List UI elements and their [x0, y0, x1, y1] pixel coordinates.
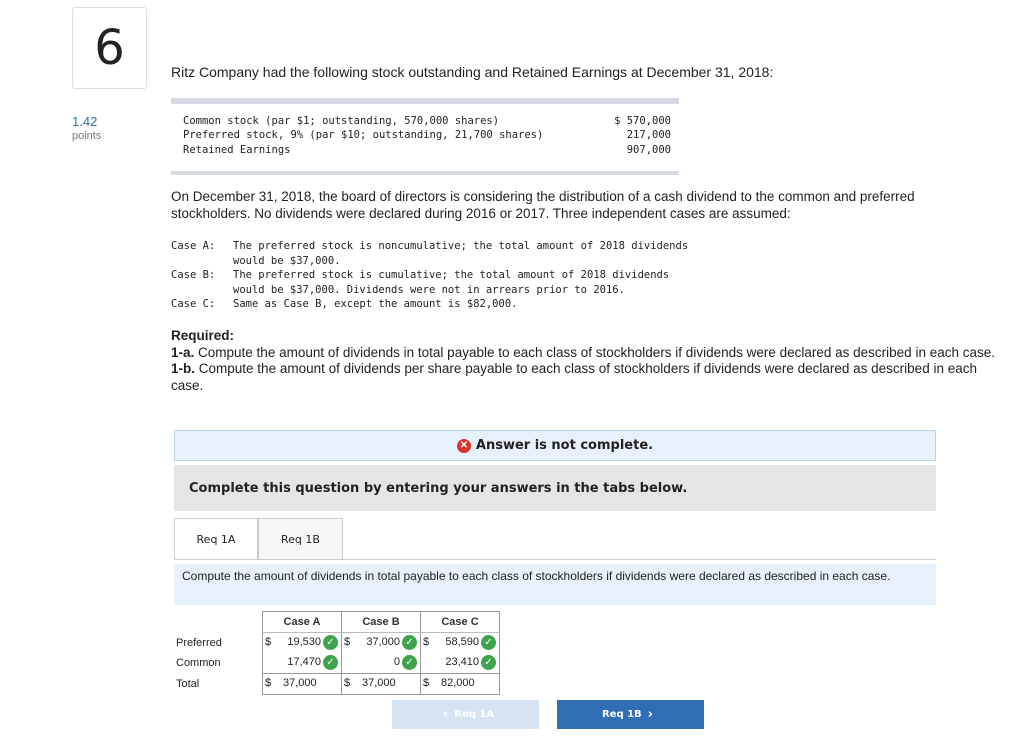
header-case-a: Case A [263, 612, 342, 633]
case-label: Case A: [171, 240, 216, 252]
required-text: Compute the amount of dividends per share payable to each class of stockholders if dividends were declared as described in each case. [171, 361, 977, 393]
answer-status-banner [174, 430, 936, 461]
case-a [171, 240, 771, 255]
instruction-box [174, 465, 936, 511]
prev-button[interactable] [392, 700, 539, 729]
table-row-total [174, 674, 500, 695]
answer-value: 58,590 [445, 636, 479, 648]
answer-value: 23,410 [445, 656, 479, 668]
check-icon: ✓ [402, 635, 417, 650]
answer-input[interactable] [342, 653, 421, 674]
header-case-c: Case C [421, 612, 500, 633]
required-tag: 1-a. [171, 344, 195, 360]
tab-divider [174, 559, 936, 560]
required-item [171, 345, 1001, 362]
next-button[interactable] [557, 700, 704, 729]
case-label: Case B: [171, 269, 216, 281]
total-value: 37,000 [283, 677, 317, 689]
points-label: points [72, 130, 102, 142]
check-icon: ✓ [481, 655, 496, 670]
question-number-box [72, 7, 147, 89]
row-label: Preferred [176, 636, 222, 649]
answer-input[interactable] [263, 633, 342, 654]
tab-req-1b[interactable]: Req 1B [258, 518, 343, 560]
header-case-b: Case B [342, 612, 421, 633]
stock-row-value: 217,000 [626, 129, 671, 141]
case-b-cont [171, 284, 771, 299]
total-value-cell [263, 674, 342, 695]
check-icon: ✓ [323, 655, 338, 670]
stock-row-value: $ 570,000 [614, 115, 671, 127]
prev-button-label: Req 1A [454, 709, 495, 720]
stock-row-label: Preferred stock, 9% (par $10; outstanding, 21,700 shares) [183, 129, 544, 141]
dollar-sign: $ [423, 636, 430, 648]
required-item [171, 361, 1001, 394]
answer-value: 0 [393, 656, 400, 668]
answer-value: 19,530 [287, 636, 321, 648]
check-icon: ✓ [323, 635, 338, 650]
case-b [171, 269, 771, 284]
table-row [174, 633, 500, 654]
required-text: Compute the amount of dividends in total payable to each class of stockholders if dividends were declared as described in each case. [198, 344, 995, 360]
chevron-left-icon: ‹ [442, 707, 449, 722]
answer-status-text: Answer is not complete. [475, 438, 654, 453]
tab-instruction: Compute the amount of dividends in total payable to each class of stockholders if dividends were declared as described in each case. [174, 564, 936, 605]
stock-row-label: Retained Earnings [183, 144, 291, 156]
answer-table [174, 611, 500, 695]
total-value: 37,000 [362, 677, 396, 689]
required-heading: Required: [171, 328, 235, 343]
question-number: 6 [94, 20, 125, 76]
stock-row [183, 115, 671, 127]
required-tag: 1-b. [171, 361, 196, 376]
answer-input[interactable] [342, 633, 421, 654]
check-icon: ✓ [481, 635, 496, 650]
chevron-right-icon: › [647, 707, 654, 722]
row-label: Total [176, 678, 200, 690]
case-a-cont [171, 255, 771, 270]
table-row [174, 653, 500, 674]
tab-req-1a[interactable]: Req 1A [174, 518, 258, 560]
points-value: 1.42 [72, 114, 98, 129]
answer-input[interactable] [263, 653, 342, 674]
dollar-sign: $ [423, 677, 430, 689]
cases-list [171, 240, 771, 313]
scenario-paragraph: On December 31, 2018, the board of directors is considering the distribution of a cash dividend to the common and preferred stockholders. No dividends were declared during 2016 or 2017. Three independent cases are assumed: [171, 189, 915, 221]
case-text: Same as Case B, except the amount is $82,000. [233, 298, 518, 310]
stock-row [183, 144, 671, 156]
instruction-text: Complete this question by entering your answers in the tabs below. [189, 480, 688, 496]
header-blank [174, 612, 263, 633]
case-text: The preferred stock is cumulative; the total amount of 2018 dividends [233, 269, 670, 281]
next-button-label: Req 1B [601, 709, 642, 720]
total-value-cell [421, 674, 500, 695]
stock-table [171, 98, 679, 175]
error-x-icon: ✕ [457, 439, 471, 453]
answer-value: 17,470 [287, 656, 321, 668]
answer-value: 37,000 [366, 636, 400, 648]
stock-row [183, 129, 671, 141]
answer-input[interactable] [421, 653, 500, 674]
case-text: The preferred stock is noncumulative; the total amount of 2018 dividends [233, 240, 689, 252]
answer-input[interactable] [421, 633, 500, 654]
case-c [171, 298, 771, 313]
check-icon: ✓ [402, 655, 417, 670]
row-label: Common [176, 657, 221, 670]
dollar-sign: $ [265, 636, 272, 648]
dollar-sign: $ [344, 677, 351, 689]
dollar-sign: $ [265, 677, 272, 689]
intro-text: Ritz Company had the following stock outstanding and Retained Earnings at December 31, 2018: [171, 64, 774, 80]
case-text: would be $37,000. [233, 254, 341, 267]
total-value-cell [342, 674, 421, 695]
stock-row-label: Common stock (par $1; outstanding, 570,000 shares) [183, 115, 500, 127]
case-text: would be $37,000. Dividends were not in arrears prior to 2016. [233, 283, 625, 296]
table-header-row [174, 612, 500, 633]
total-value: 82,000 [441, 677, 475, 689]
case-label: Case C: [171, 298, 216, 310]
required-section [171, 328, 1001, 394]
stock-row-value: 907,000 [626, 144, 671, 156]
dollar-sign: $ [344, 636, 351, 648]
